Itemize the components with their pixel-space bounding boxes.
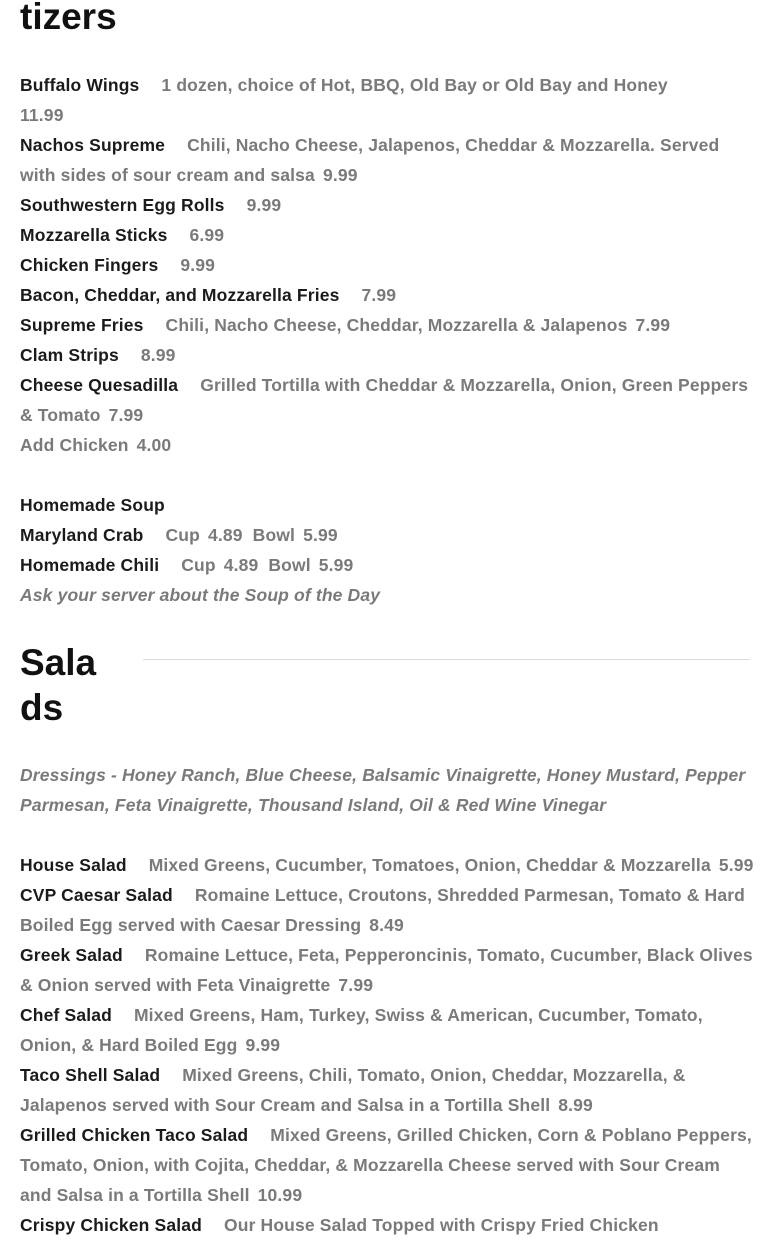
item-price: 5.99 [718, 855, 754, 875]
item-desc: Mixed Greens, Ham, Turkey, Swiss & American, Cucumber, Tomato, Onion, & Hard Boiled Egg [20, 1005, 703, 1055]
item-name: House Salad [20, 855, 127, 875]
item-desc: Romaine Lettuce, Feta, Pepperoncinis, Tomato, Cucumber, Black Olives & Onion served with Feta Vinaigrette [20, 945, 753, 995]
item-name: Chicken Fingers [20, 255, 159, 275]
salads-list [20, 850, 755, 1240]
item-price: 9.99 [180, 255, 216, 275]
bowl-price: 5.99 [318, 555, 354, 575]
bowl-label: Bowl [252, 525, 296, 545]
cup-label: Cup [181, 555, 216, 575]
item-name: Cheese Quesadilla [20, 375, 179, 395]
menu-item [20, 940, 755, 1000]
item-name: Greek Salad [20, 945, 123, 965]
item-name: Taco Shell Salad [20, 1065, 161, 1085]
item-price: 7.99 [108, 405, 144, 425]
bowl-price: 5.99 [303, 525, 338, 545]
cup-price: 4.89 [207, 525, 243, 545]
soup-note: Ask your server about the Soup of the Day [20, 585, 381, 605]
item-price: 9.99 [246, 195, 282, 215]
item-price: 8.49 [369, 915, 404, 935]
item-price: 11.99 [20, 105, 64, 125]
soup-item [20, 520, 755, 550]
menu-item [20, 310, 755, 340]
addon-price: 4.00 [136, 435, 172, 455]
item-name: Southwestern Egg Rolls [20, 195, 225, 215]
dressings-note: Dressings - Honey Ranch, Blue Cheese, Balsamic Vinaigrette, Honey Mustard, Pepper Parmesan, Feta Vinaigrette, Thousand Island, Oil & Red Wine Vinegar [20, 765, 746, 815]
item-name: Bacon, Cheddar, and Mozzarella Fries [20, 285, 340, 305]
cup-label: Cup [165, 525, 200, 545]
item-price: 9.99 [322, 165, 358, 185]
menu-item [20, 340, 755, 370]
item-desc: Mixed Greens, Grilled Chicken, Corn & Poblano Peppers, Tomato, Onion, with Cojita, Cheddar, & Mozzarella Cheese served with Sour Cream and Salsa in a Tortilla Shell [20, 1125, 752, 1205]
cup-price: 4.89 [223, 555, 259, 575]
item-name: Supreme Fries [20, 315, 144, 335]
appetizers-list [20, 70, 755, 460]
salads-dressings [20, 760, 755, 820]
item-desc: Romaine Lettuce, Croutons, Shredded Parmesan, Tomato & Hard Boiled Egg served with Caesar Dressing [20, 885, 746, 935]
menu-item [20, 880, 755, 940]
soup-heading [20, 490, 755, 520]
item-price: 9.99 [245, 1035, 281, 1055]
menu-item [20, 280, 755, 310]
salads-title: Salads [20, 642, 97, 728]
item-name: Maryland Crab [20, 525, 144, 545]
item-desc: Chili, Nacho Cheese, Cheddar, Mozzarella & Jalapenos [165, 315, 628, 335]
item-desc: Grilled Tortilla with Cheddar & Mozzarella, Onion, Green Peppers & Tomato [20, 375, 749, 425]
menu-item [20, 1120, 755, 1210]
addon-label: Add Chicken [20, 435, 129, 455]
menu-item [20, 190, 755, 220]
item-price: 7.99 [338, 975, 374, 995]
item-price: 7.99 [361, 285, 397, 305]
bowl-label: Bowl [268, 555, 311, 575]
menu-item [20, 1000, 755, 1060]
item-name: Buffalo Wings [20, 75, 140, 95]
item-name: Mozzarella Sticks [20, 225, 168, 245]
menu-item [20, 850, 755, 880]
item-desc: Our House Salad Topped with Crispy Fried Chicken [223, 1215, 659, 1235]
item-price: 6.99 [189, 225, 225, 245]
section-divider [143, 659, 750, 660]
item-price: 8.99 [558, 1095, 593, 1115]
addon-item [20, 430, 755, 460]
item-desc: 1 dozen, choice of Hot, BBQ, Old Bay or Old Bay and Honey [161, 75, 668, 95]
item-desc: Chili, Nacho Cheese, Jalapenos, Cheddar & Mozzarella. Served with sides of sour cream and salsa [20, 135, 720, 185]
item-desc: Mixed Greens, Cucumber, Tomatoes, Onion, Cheddar & Mozzarella [148, 855, 711, 875]
item-price: 7.99 [635, 315, 671, 335]
item-name: Chef Salad [20, 1005, 112, 1025]
item-name: CVP Caesar Salad [20, 885, 173, 905]
menu-item [20, 250, 755, 280]
menu-item [20, 1210, 755, 1240]
soup-section [20, 490, 755, 610]
menu-item [20, 370, 755, 430]
soup-heading-text: Homemade Soup [20, 495, 165, 515]
menu-item [20, 1060, 755, 1120]
item-name: Homemade Chili [20, 555, 160, 575]
item-name: Crispy Chicken Salad [20, 1215, 202, 1235]
appetizers-title: tizers [20, 0, 117, 37]
item-name: Nachos Supreme [20, 135, 166, 155]
item-name: Clam Strips [20, 345, 119, 365]
item-desc: Mixed Greens, Chili, Tomato, Onion, Cheddar, Mozzarella, & Jalapenos served with Sour Cream and Salsa in a Tortilla Shell [20, 1065, 686, 1115]
menu-item [20, 70, 755, 130]
item-name: Grilled Chicken Taco Salad [20, 1125, 249, 1145]
menu-item [20, 130, 755, 190]
soup-item [20, 550, 755, 580]
menu-item [20, 220, 755, 250]
item-price: 10.99 [257, 1185, 303, 1205]
salads-header [20, 640, 755, 732]
item-price: 8.99 [140, 345, 176, 365]
